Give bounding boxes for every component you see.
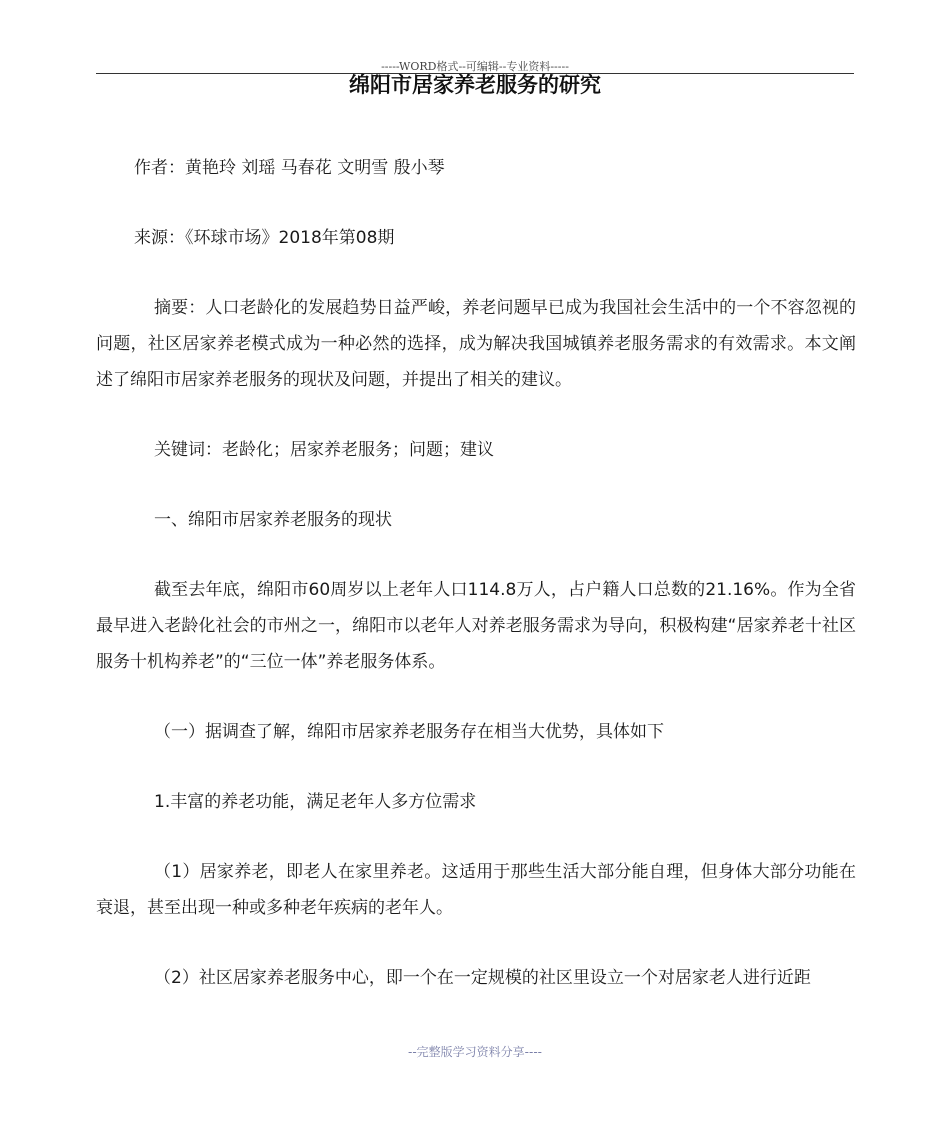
list-item-heading: 1.丰富的养老功能，满足老年人多方位需求 [154, 792, 477, 812]
source-line: 来源：《环球市场》2018年第08期 [134, 228, 395, 248]
document-body [96, 150, 856, 1030]
list-subitem: （2）社区居家养老服务中心，即一个在一定规模的社区里设立一个对居家老人进行近距 [154, 968, 811, 988]
abstract-paragraph: 摘要：人口老龄化的发展趋势日益严峻，养老问题早已成为我国社会生活中的一个不容忽视的问题，社区居家养老模式成为一种必然的选择，成为解决我国城镇养老服务需求的有效需求。本文阐述了绵阳市居家养老服务的现状及问题，并提出了相关的建议。 [96, 298, 856, 390]
section-heading: 一、绵阳市居家养老服务的现状 [154, 510, 392, 530]
list-subitem: （1）居家养老，即老人在家里养老。这适用于那些生活大部分能自理，但身体大部分功能在衰退，甚至出现一种或多种老年疾病的老年人。 [96, 862, 856, 918]
body-paragraph: 截至去年底，绵阳市60周岁以上老年人口114.8万人，占户籍人口总数的21.16%。作为全省最早进入老龄化社会的市州之一，绵阳市以老年人对养老服务需求为导向，积极构建“居家养老十社区服务十机构养老”的“三位一体”养老服务体系。 [96, 580, 856, 672]
subsection-heading: （一）据调查了解，绵阳市居家养老服务存在相当大优势，具体如下 [154, 722, 664, 742]
keywords-line: 关键词：老龄化；居家养老服务；问题；建议 [154, 440, 494, 460]
document-title: 绵阳市居家养老服务的研究 [349, 73, 601, 97]
page-header: -----WORD格式--可编辑--专业资料----- [381, 60, 569, 73]
authors-line: 作者：黄艳玲 刘瑶 马春花 文明雪 殷小琴 [134, 158, 445, 178]
page-footer: --完整版学习资料分享---- [408, 1045, 542, 1059]
